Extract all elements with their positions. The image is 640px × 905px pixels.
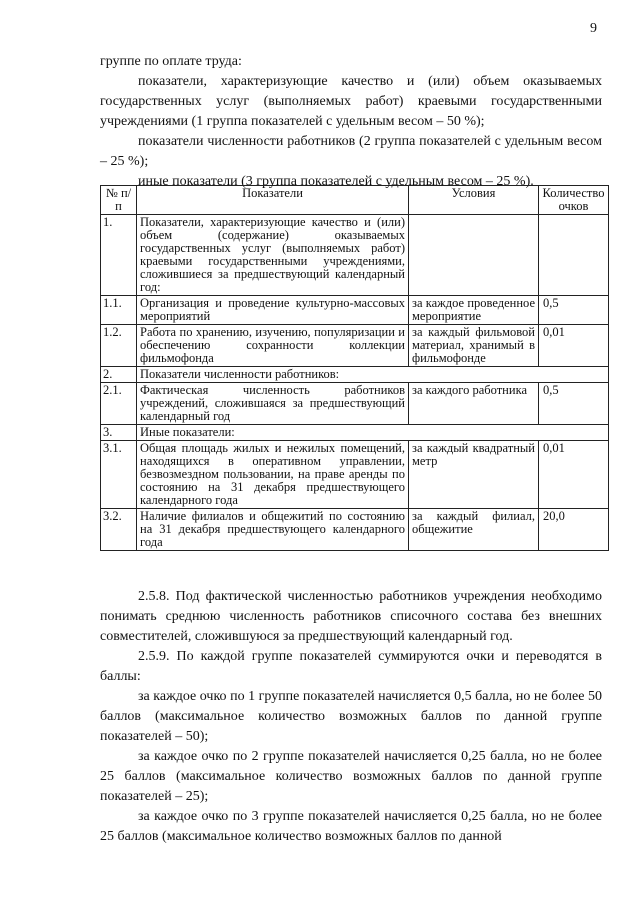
body-text [100,587,602,847]
intro-text [100,52,602,192]
header-indicator: Показатели [137,186,409,215]
rule-group-1: за каждое очко по 1 группе показателей начисляется 0,5 балла, но не более 50 баллов (максимальное количество возможных баллов по данной группе показателей – 50); [100,689,602,744]
row-indicator: Организация и проведение культурно-массовых мероприятий [137,296,409,325]
row-indicator: Фактическая численность работников учреждений, сложившаяся за предшествующий календарный год [137,383,409,425]
header-number: № п/п [101,186,137,215]
table-header-row [101,186,609,215]
row-indicator: Показатели, характеризующие качество и (или) объем (содержание) оказываемых государственных услуг (выполняемых работ) краевыми государственными учреждениями, сложившиеся за предшествующий календарный год: [137,215,409,296]
row-condition [409,215,539,296]
row-number: 1. [101,215,137,296]
row-condition: за каждый квадратный метр [409,441,539,509]
row-points: 0,5 [539,383,609,425]
header-points: Количество очков [539,186,609,215]
row-number: 2. [101,367,137,383]
header-condition: Условия [409,186,539,215]
page-number: 9 [590,21,597,36]
row-condition: за каждый филиал, общежитие [409,509,539,551]
row-condition: за каждый фильмовой материал, хранимый в фильмофонде [409,325,539,367]
table-row [101,215,609,296]
row-number: 3. [101,425,137,441]
row-points: 0,01 [539,441,609,509]
row-number: 1.2. [101,325,137,367]
row-condition: за каждое проведенное мероприятие [409,296,539,325]
row-indicator: Работа по хранению, изучению, популяризации и обеспечению сохранности коллекции фильмофонда [137,325,409,367]
row-indicator: Наличие филиалов и общежитий по состоянию на 31 декабря предшествующего календарного года [137,509,409,551]
group-3-description: иные показатели (3 группа показателей с удельным весом – 25 %). [138,174,534,189]
group-title: Иные показатели: [137,425,609,441]
intro-line: группе по оплате труда: [100,54,242,69]
table-row [101,509,609,551]
row-indicator: Общая площадь жилых и нежилых помещений, находящихся в оперативном управлении, безвозмездном пользовании, на праве аренды по состоянию на 31 декабря предшествующего календарного года [137,441,409,509]
group-title: Показатели численности работников: [137,367,609,383]
row-points: 0,5 [539,296,609,325]
rule-group-2: за каждое очко по 2 группе показателей начисляется 0,25 балла, но не более 25 баллов (максимальное количество возможных баллов по данной группе показателей – 25); [100,749,602,804]
group-1-description: показатели, характеризующие качество и (или) объем оказываемых государственных услуг (выполняемых работ) краевыми государственными учреждениями (1 группа показателей с удельным весом – 50 %); [100,74,602,129]
table-row [101,296,609,325]
table-row [101,441,609,509]
table-row [101,383,609,425]
group-2-description: показатели численности работников (2 группа показателей с удельным весом – 25 %); [100,134,602,169]
row-number: 2.1. [101,383,137,425]
indicators-table [100,185,609,551]
clause-2-5-8: 2.5.8. Под фактической численностью работников учреждения необходимо понимать среднюю численность работников списочного состава без внешних совместителей, сложившуюся за предшествующий календарный год. [100,589,602,644]
table-group-row [101,367,609,383]
rule-group-3: за каждое очко по 3 группе показателей начисляется 0,25 балла, но не более 25 баллов (максимальное количество возможных баллов по данной [100,809,602,844]
row-points: 20,0 [539,509,609,551]
row-condition: за каждого работника [409,383,539,425]
row-number: 3.1. [101,441,137,509]
row-points: 0,01 [539,325,609,367]
table-group-row [101,425,609,441]
row-number: 1.1. [101,296,137,325]
table-row [101,325,609,367]
row-points [539,215,609,296]
row-number: 3.2. [101,509,137,551]
clause-2-5-9: 2.5.9. По каждой группе показателей суммируются очки и переводятся в баллы: [100,649,602,684]
